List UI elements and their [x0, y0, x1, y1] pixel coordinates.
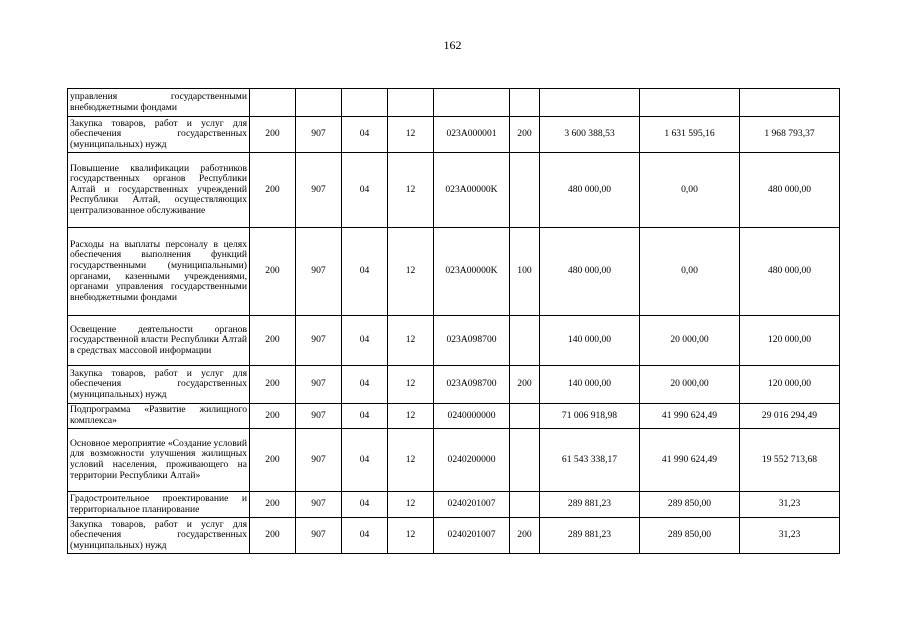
- amount-total: 480 000,00: [540, 153, 640, 228]
- admin-code: 200: [250, 404, 296, 429]
- subsection-code: 12: [388, 117, 434, 153]
- grbs-code: 907: [296, 153, 342, 228]
- amount-total: [540, 89, 640, 117]
- section-code: 04: [342, 316, 388, 366]
- target-article-code: 023A000001: [434, 117, 510, 153]
- section-code: 04: [342, 117, 388, 153]
- table-row: [68, 429, 840, 492]
- admin-code: 200: [250, 228, 296, 316]
- grbs-code: 907: [296, 518, 342, 554]
- subsection-code: 12: [388, 518, 434, 554]
- target-article-code: 023A00000K: [434, 228, 510, 316]
- expense-type-code: [510, 89, 540, 117]
- amount-regional: 31,23: [740, 518, 840, 554]
- row-name: Расходы на выплаты персоналу в целях обеспечения выполнения функций государственными (муниципальными) органами, казенными учреждениями, органами управления государственными внебюджетными фондами: [68, 228, 250, 316]
- table-row: [68, 117, 840, 153]
- amount-total: 61 543 338,17: [540, 429, 640, 492]
- amount-regional: 480 000,00: [740, 228, 840, 316]
- amount-federal: 1 631 595,16: [640, 117, 740, 153]
- expense-type-code: 200: [510, 366, 540, 404]
- section-code: 04: [342, 492, 388, 518]
- subsection-code: 12: [388, 316, 434, 366]
- page-number: 162: [443, 38, 462, 52]
- amount-total: 480 000,00: [540, 228, 640, 316]
- amount-regional: 120 000,00: [740, 366, 840, 404]
- admin-code: [250, 89, 296, 117]
- amount-federal: 0,00: [640, 153, 740, 228]
- target-article-code: 023A00000K: [434, 153, 510, 228]
- grbs-code: 907: [296, 117, 342, 153]
- row-name: Закупка товаров, работ и услуг для обеспечения государственных (муниципальных) нужд: [68, 518, 250, 554]
- amount-regional: 19 552 713,68: [740, 429, 840, 492]
- amount-regional: 480 000,00: [740, 153, 840, 228]
- table-row: [68, 228, 840, 316]
- amount-regional: 29 016 294,49: [740, 404, 840, 429]
- admin-code: 200: [250, 366, 296, 404]
- section-code: [342, 89, 388, 117]
- table-body: [68, 89, 840, 554]
- amount-federal: 41 990 624,49: [640, 404, 740, 429]
- amount-regional: 31,23: [740, 492, 840, 518]
- expense-type-code: 200: [510, 518, 540, 554]
- amount-total: 289 881,23: [540, 492, 640, 518]
- table-row: [68, 89, 840, 117]
- row-name: управления государственными внебюджетными фондами: [68, 89, 250, 117]
- amount-federal: 0,00: [640, 228, 740, 316]
- expense-type-code: 200: [510, 117, 540, 153]
- subsection-code: 12: [388, 228, 434, 316]
- subsection-code: 12: [388, 153, 434, 228]
- row-name: Градостроительное проектирование и территориальное планирование: [68, 492, 250, 518]
- budget-table: [67, 88, 840, 554]
- amount-total: 289 881,23: [540, 518, 640, 554]
- section-code: 04: [342, 429, 388, 492]
- expense-type-code: [510, 429, 540, 492]
- target-article-code: 0240000000: [434, 404, 510, 429]
- expense-type-code: [510, 316, 540, 366]
- amount-federal: 20 000,00: [640, 366, 740, 404]
- table-row: [68, 518, 840, 554]
- amount-total: 3 600 388,53: [540, 117, 640, 153]
- target-article-code: 0240201007: [434, 518, 510, 554]
- subsection-code: [388, 89, 434, 117]
- target-article-code: 023A098700: [434, 366, 510, 404]
- section-code: 04: [342, 404, 388, 429]
- amount-total: 140 000,00: [540, 366, 640, 404]
- target-article-code: [434, 89, 510, 117]
- amount-federal: 41 990 624,49: [640, 429, 740, 492]
- amount-federal: 289 850,00: [640, 518, 740, 554]
- grbs-code: 907: [296, 492, 342, 518]
- expense-type-code: [510, 404, 540, 429]
- admin-code: 200: [250, 492, 296, 518]
- amount-federal: 289 850,00: [640, 492, 740, 518]
- target-article-code: 0240200000: [434, 429, 510, 492]
- amount-regional: 120 000,00: [740, 316, 840, 366]
- table-row: [68, 492, 840, 518]
- row-name: Подпрограмма «Развитие жилищного комплекса»: [68, 404, 250, 429]
- section-code: 04: [342, 366, 388, 404]
- grbs-code: 907: [296, 404, 342, 429]
- expense-type-code: [510, 153, 540, 228]
- admin-code: 200: [250, 518, 296, 554]
- table-row: [68, 366, 840, 404]
- row-name: Закупка товаров, работ и услуг для обеспечения государственных (муниципальных) нужд: [68, 366, 250, 404]
- admin-code: 200: [250, 117, 296, 153]
- expense-type-code: 100: [510, 228, 540, 316]
- admin-code: 200: [250, 429, 296, 492]
- subsection-code: 12: [388, 404, 434, 429]
- row-name: Основное мероприятие «Создание условий для возможности улучшения жилищных условий населения, проживающего на территории Республики Алтай»: [68, 429, 250, 492]
- table-row: [68, 404, 840, 429]
- section-code: 04: [342, 228, 388, 316]
- expense-type-code: [510, 492, 540, 518]
- target-article-code: 023A098700: [434, 316, 510, 366]
- amount-regional: 1 968 793,37: [740, 117, 840, 153]
- amount-total: 71 006 918,98: [540, 404, 640, 429]
- amount-total: 140 000,00: [540, 316, 640, 366]
- table-row: [68, 153, 840, 228]
- grbs-code: [296, 89, 342, 117]
- target-article-code: 0240201007: [434, 492, 510, 518]
- admin-code: 200: [250, 316, 296, 366]
- amount-regional: [740, 89, 840, 117]
- grbs-code: 907: [296, 316, 342, 366]
- subsection-code: 12: [388, 366, 434, 404]
- subsection-code: 12: [388, 492, 434, 518]
- row-name: Закупка товаров, работ и услуг для обеспечения государственных (муниципальных) нужд: [68, 117, 250, 153]
- amount-federal: [640, 89, 740, 117]
- section-code: 04: [342, 518, 388, 554]
- admin-code: 200: [250, 153, 296, 228]
- grbs-code: 907: [296, 429, 342, 492]
- section-code: 04: [342, 153, 388, 228]
- row-name: Повышение квалификации работников государственных органов Республики Алтай и государственных учреждений Республики Алтай, осуществляющих централизованное обслуживание: [68, 153, 250, 228]
- subsection-code: 12: [388, 429, 434, 492]
- grbs-code: 907: [296, 366, 342, 404]
- grbs-code: 907: [296, 228, 342, 316]
- row-name: Освещение деятельности органов государственной власти Республики Алтай в средствах массовой информации: [68, 316, 250, 366]
- table-row: [68, 316, 840, 366]
- amount-federal: 20 000,00: [640, 316, 740, 366]
